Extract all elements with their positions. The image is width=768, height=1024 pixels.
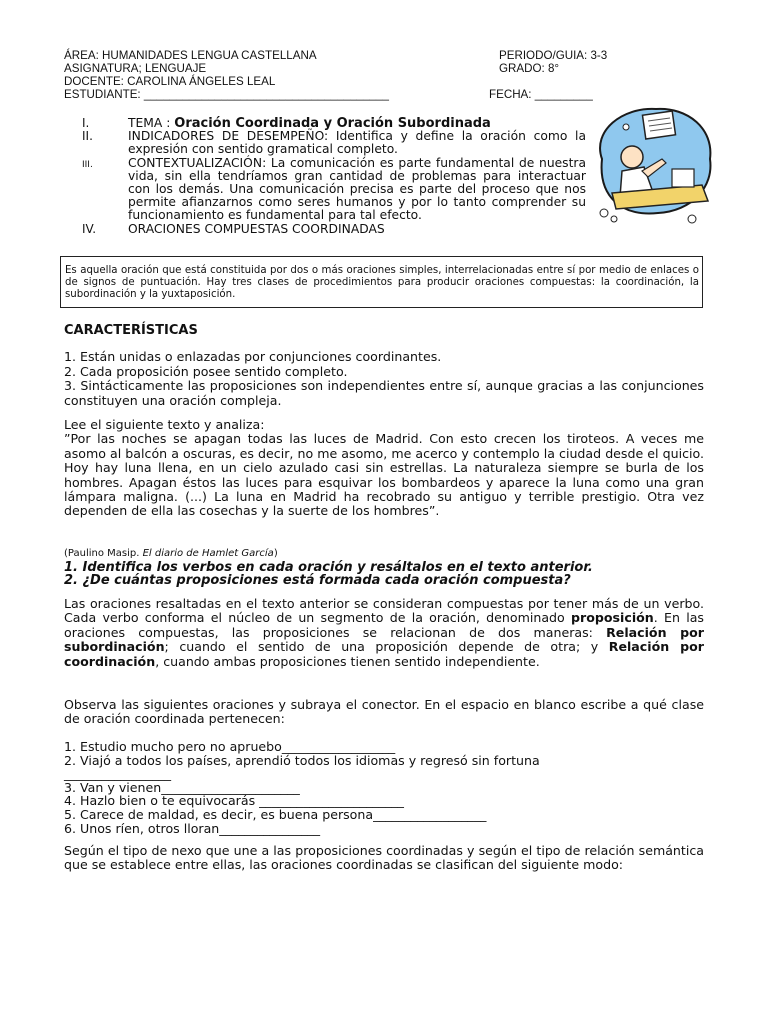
indicadores-text: INDICADORES DE DESEMPEÑO: Identifica y define la oración como la expresión con sentido gramatical completo. bbox=[128, 129, 586, 157]
asignatura-label: ASIGNATURA; LENGUAJE bbox=[64, 62, 207, 75]
caracteristica-item: 2. Cada proposición posee sentido completo. bbox=[64, 363, 348, 379]
section-number: II. bbox=[82, 129, 93, 144]
grado-label: GRADO: 8° bbox=[499, 62, 560, 75]
docente-label: DOCENTE: CAROLINA ÁNGELES LEAL bbox=[64, 75, 276, 88]
caracteristicas-section bbox=[64, 324, 704, 408]
coordinacion-term: Relación por coordinación bbox=[64, 639, 704, 669]
caracteristicas-heading: CARACTERÍSTICAS bbox=[64, 323, 198, 338]
section-iii bbox=[82, 157, 586, 223]
section-iv bbox=[82, 223, 586, 236]
reading-intro: Lee el siguiente texto y analiza: bbox=[64, 417, 265, 432]
exercise-item: 3. Van y vienen______________________ bbox=[64, 779, 300, 795]
periodo-label: PERIODO/GUIA: 3-3 bbox=[499, 49, 608, 62]
section-number: I. bbox=[82, 116, 90, 130]
exercise-list bbox=[64, 740, 704, 835]
section-iv-title: ORACIONES COMPUESTAS COORDINADAS bbox=[128, 221, 385, 236]
worksheet-header bbox=[64, 49, 664, 101]
caracteristica-item: 3. Sintácticamente las proposiciones son independientes entre sí, aunque gracias a las conjunciones constituyen una oración compleja. bbox=[64, 378, 704, 408]
subordinacion-term: Relación por subordinación bbox=[64, 624, 704, 655]
tasks-section bbox=[64, 547, 704, 588]
exercise-item: 5. Carece de maldad, es decir, es buena persona__________________ bbox=[64, 806, 487, 822]
exercise-item: 4. Hazlo bien o te equivocarás _______________________ bbox=[64, 793, 404, 809]
contextualizacion-text: CONTEXTUALIZACIÓN: La comunicación es parte fundamental de nuestra vida, sin ella tendríamos gran cantidad de problemas para interactuar con los demás. Una comunicación precisa es parte del proceso que nos permite afianzarnos como seres humanos y por lo tanto comprender su funcionamiento es fundamental para tal efecto. bbox=[128, 155, 586, 223]
section-ii bbox=[82, 130, 586, 156]
proposicion-term: proposición bbox=[571, 610, 654, 626]
tema-label: TEMA : bbox=[128, 116, 175, 130]
person-at-desk-illustration bbox=[592, 101, 716, 225]
section-number: IV. bbox=[82, 221, 97, 236]
fecha-field: FECHA: _________ bbox=[489, 88, 593, 101]
citation: (Paulino Masip. El diario de Hamlet García) bbox=[64, 548, 278, 559]
definition-box: Es aquella oración que está constituida por dos o más oraciones simples, interrelacionadas entre sí por medio de enlaces o de signos de puntuación. Hay tres clases de procedimientos para producir oraciones compuestas: la coordinación, la subordinación y la yuxtaposición. bbox=[60, 256, 703, 308]
exercise-item: 6. Unos ríen, otros lloran________________ bbox=[64, 820, 321, 836]
tema-title: Oración Coordinada y Oración Subordinada bbox=[174, 116, 491, 131]
exercise-intro: Observa las siguientes oraciones y subraya el conector. En el espacio en blanco escribe a qué clase de oración coordinada pertenecen: bbox=[64, 697, 704, 727]
reading-section bbox=[64, 418, 704, 519]
area-label: ÁREA: HUMANIDADES LENGUA CASTELLANA bbox=[64, 49, 317, 62]
explanation-paragraph: Las oraciones resaltadas en el texto anterior se consideran compuestas por tener más de un verbo. Cada verbo conforma el núcleo de un segmento de la oración, denominado proposición. En las oraciones compuestas, las proposiciones se relacionan de dos maneras: Relación por subordinación; cuando el sentido de una proposición depende de otra; y Relación por coordinación, cuando ambas proposiciones tienen sentido independiente. bbox=[64, 596, 704, 669]
task-2: 2. ¿De cuántas proposiciones está formada cada oración compuesta? bbox=[64, 573, 571, 588]
section-list bbox=[82, 117, 586, 236]
exercise-item: 2. Viajó a todos los países, aprendió todos los idiomas y regresó sin fortuna bbox=[64, 752, 540, 768]
exercise-item: _________________ bbox=[64, 766, 172, 782]
exercise-item: 1. Estudio mucho pero no apruebo__________________ bbox=[64, 739, 396, 754]
estudiante-field: ESTUDIANTE: ______________________________________ bbox=[64, 88, 389, 101]
task-1: 1. Identifica los verbos en cada oración y resáltalos en el texto anterior. bbox=[64, 559, 593, 575]
closing-paragraph: Según el tipo de nexo que une a las proposiciones coordinadas y según el tipo de relación semántica que se establece entre ellas, las oraciones coordinadas se clasifican del siguiente modo: bbox=[64, 843, 704, 873]
section-number: III. bbox=[82, 159, 93, 170]
caracteristica-item: 1. Están unidas o enlazadas por conjunciones coordinantes. bbox=[64, 349, 442, 365]
reading-quote: ”Por las noches se apagan todas las luces de Madrid. Con esto crecen los tiroteos. A veces me asomo al balcón a oscuras, es decir, no me asomo, me acerco y contemplo la ciudad desde el quicio. Hoy hay luna llena, en un cielo azulado casi sin estrellas. La naturaleza siempre se burla de los hombres. Apagan éstos las luces para esquivar los bombardeos y aparece la luna como una gran lámpara maligna. (...) La luna en Madrid ha recobrado su antiguo y terrible prestigio. Otra vez dependen de ella las cosechas y la suerte de los hombres”. bbox=[64, 431, 704, 519]
